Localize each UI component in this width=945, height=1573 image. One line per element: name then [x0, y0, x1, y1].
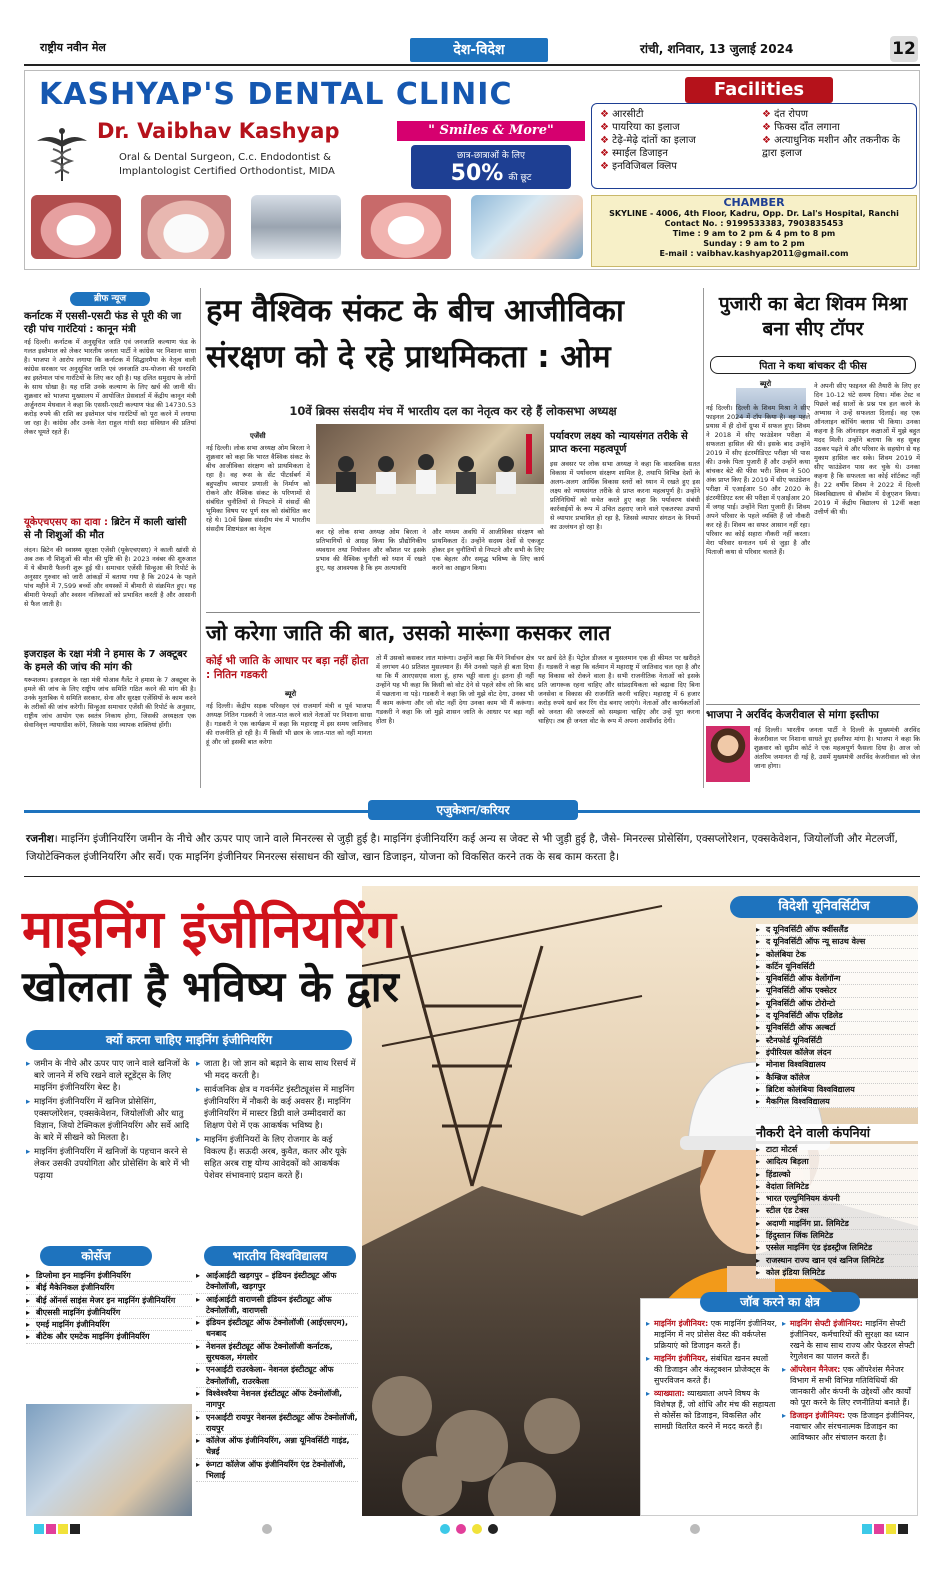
job-key: व्याख्याता: — [654, 1389, 685, 1398]
job-key: माइनिंग इंजीनियर: — [654, 1319, 709, 1328]
brief-body-1: नई दिल्ली। कर्नाटक में अनुसूचित जाति एवं जनजाति कल्याण फंड के गलत इस्तेमाल को लेकर भारतीय जनता पार्टी ने कांग्रेस पर निशाना साधा है। भाजपा ने आरोप लगाया कि कर्नाटक में सिद्धारमैया के नेतृत्व वाली कांग्रेस सरकार पर अनुसूचित जाति एवं जनजाति उप-योजना की धनराशि का इस्तेमाल पांच गारंटियों के लिए कर रही है। यह दलित समुदाय के लोगों के साथ धोखा है। यह राशि उनके कल्याण के लिए खर्च की जानी थी। शुक्रवार को भाजपा मुख्यालय में आयोजित प्रेसवार्ता में केंद्रीय कानून मंत्री अर्जुनराम मेघवाल ने कहा कि एससी-एसटी कल्याण फंड की 14730.53 करोड़ रुपये की राशि का इस्तेमाल पांच गारंटियों को पूरा करने में लगाया जा रहा है। कांग्रेस और उनके नेता राहुल गांधी सदा संविधान की प्रतियां लेकर घूमते रहते हैं। — [24, 338, 196, 436]
foreign-university: ▸ ब्रिटिश कोलंबिया विश्वविद्यालय — [756, 1084, 918, 1096]
company-item: ▸ अदाणी माइनिंग प्रा. लिमिटेड — [756, 1218, 918, 1230]
companies-list — [756, 1144, 918, 1279]
brief-headline-3: इजराइल के रक्षा मंत्री ने हमास के 7 अक्टूबर के हमले की जांच की मांग की — [24, 649, 187, 673]
registration-mark — [862, 1524, 872, 1534]
gadkari-headline: जो करेगा जाति की बात, उसको मारूंगा कसकर लात — [206, 621, 611, 645]
why-item: ▸ जाता है। जो ज्ञान को बढ़ाने के साथ साथ रिसर्च में भी मदद करती है। — [196, 1058, 356, 1082]
indian-university: ▸ आईआईटी खड़गपुर – इंडियन इंस्टीट्यूट ऑफ टेक्नोलॉजी, खड़गपुर — [196, 1270, 358, 1294]
foreign-university: ▸ कोलंबिया टेक — [756, 949, 918, 961]
registration-dot — [472, 1524, 482, 1534]
job-key: ऑपरेशन मैनेजर: — [790, 1365, 841, 1374]
students-photo — [26, 1404, 192, 1516]
intro-rule — [24, 876, 920, 877]
shivam-col2: ने अपनी सीए फाइनल की तैयारी के लिए हर दिन 10-12 घंटे समय दिया। मॉक टेस्ट व पिछले कई सालों के प्रश्न पत्र हल करने के अभ्यास ने उन्हें सफलता दिलाई। वह एक ऑनलाइन कोचिंग क्लास भी किया। उनका कहना है कि ऑनलाइन कक्षाओं में मुझे बहुत मदद मिली। उन्होंने बताया कि वह सुबह उठकर पढ़ते थे और परिवार के सहयोग से यह मुकाम हासिल कर सके। शिवम 2019 में सीए फाउंडेशन पास कर चुके थे। उनका कहना है कि सफलता का कोई शॉर्टकट नहीं है। 22 वर्षीय शिवम ने 2022 में दिल्ली विश्वविद्यालय से बीकॉम में ग्रेजुएशन किया। 2019 में केंद्रीय विद्यालय से 12वीं कक्षा उत्तीर्ण की थी। — [814, 382, 920, 516]
chamber-box — [591, 195, 917, 267]
foreign-university: ▸ यूनिवर्सिटी ऑफ वेलोंगॉन्ग — [756, 973, 918, 985]
registration-mark — [46, 1524, 56, 1534]
intro-text: । माइनिंग इंजीनियरिंग जमीन के नीचे और ऊपर पाए जाने वाले मिनरल्स से जुड़ी हुई है। माइनिंग इंजीनियरिंग कई अन्य स जेक्ट से भी जुड़ी हुई है, जैसे- मिनरल्स प्रोसेसिंग, एक्सप्लोरेशन, एक्सकेवेशन, जियोलॉजी और मेटलर्जी, जियोटेक्निकल इंजीनियरिंग और सर्वे। एक माइनिंग इंजीनियर मिनरल्स संसाधन की खोज, खान डिजाइन, योजना को विकसित करने तक के सब काम करता है। — [26, 833, 898, 863]
doctor-desc-line2: Implantologist Certified Orthodontist, MIDA — [119, 166, 335, 177]
job-key: माइनिंग इंजीनियर, — [654, 1354, 708, 1363]
job-item — [782, 1364, 916, 1408]
section-label: देश-विदेश — [410, 38, 548, 62]
why-right-list — [196, 1058, 356, 1184]
bjp-leader-photo — [706, 726, 750, 782]
page-number: 12 — [890, 36, 918, 62]
company-item: ▸ राजस्थान राज्य खान एवं खनिज लिमिटेड — [756, 1255, 918, 1267]
company-item: ▸ भारत एल्युमिनियम कंपनी — [756, 1193, 918, 1205]
facility-item: ❖ स्माईल डिजाइन — [600, 147, 760, 160]
job-left-list — [646, 1318, 778, 1434]
registration-mark — [34, 1524, 44, 1534]
why-item: ▸ जमीन के नीचे और ऊपर पाए जाने वाले खनिजों के बारे जानने में रुचि रखने वाले स्टूडेंट्स के लिए माइनिंग इंजीनियरिंग बेस्ट है। — [26, 1058, 192, 1094]
brief-body-3: यरूशलम। इजराइल के रक्षा मंत्री योआव गैलेंट ने हमास के 7 अक्टूबर के हमले की जांच के लिए राष्ट्रीय जांच समिति गठित करने की मांग की है। उनके मुताबिक ये समिति सरकार, सेना और सुरक्षा एजेंसियों के काम करने के तरीकों की जांच करेगी। सिन्हुआ समाचार एजेंसी की रिपोर्ट के अनुसार, राष्ट्रीय जांच आयोग एक स्वतंत्र निकाय होगा, जिसकी अध्यक्षता एक सेवानिवृत्त न्यायाधीश करेंगे, जिसके पास व्यापक शक्तियां होंगी। — [24, 676, 196, 729]
job-item — [646, 1388, 778, 1432]
gadkari-col2: तो मैं उसको कसकर लात मारूंगा। उन्होंने कहा कि मैंने निर्वाचन क्षेत्र में लगभग 40 प्रतिशत मुसलमान हैं। मैंने उनको पहले ही बता दिया था कि मैं आरएसएस वाला हूं, हाफ चड्ढी वाला हूं। इतना ही नहीं उन्होंने यह भी कहा कि किसी को वोट देने से पहले सोच लो कि बाद में पछताना ना पड़े। गडकरी ने कहा कि जो मुझे वोट देगा, उनका भी मैं काम करूंगा और जो वोट नहीं देगा उनका काम भी मैं करूंगा। गडकरी ने कहा कि जो मुझे शासन जाति के आधार पर बड़ा नहीं होता है। — [376, 654, 534, 725]
company-item: ▸ एस्सेल माइनिंग एंड इंडस्ट्रीज लिमिटेड — [756, 1242, 918, 1254]
caduceus-icon — [33, 127, 91, 183]
brief-headline-1: कर्नाटक में एससी-एसटी फंड से पूरी की जा रही पांच गारंटियां : कानून मंत्री — [24, 311, 182, 335]
courses-title: कोर्सेज — [40, 1246, 152, 1266]
column-rule — [703, 288, 704, 788]
education-title-1: माइनिंग इंजीनियरिंग — [22, 900, 396, 960]
doctor-desc-line1: Oral & Dental Surgeon, C.c. Endodontist & — [119, 152, 331, 163]
registration-dot — [488, 1524, 498, 1534]
facility-item: ❖ पायरिया का इलाज — [600, 121, 760, 134]
facility-item: ❖ इनविजिबल क्लिप — [600, 160, 760, 173]
lead-byline: एजेंसी — [250, 432, 266, 440]
foreign-university: ▸ इंपीरियल कॉलेज लंदन — [756, 1047, 918, 1059]
foreign-university: ▸ यूनिवर्सिटी ऑफ अल्बर्टा — [756, 1022, 918, 1034]
foreign-university: ▸ द यूनिवर्सिटी ऑफ क्वींसलैंड — [756, 924, 918, 936]
lead-box-title: पर्यावरण लक्ष्य को न्यायसंगत तरीके से प्राप्त करना महत्वपूर्ण — [550, 431, 688, 455]
facility-item: ❖ फिक्स दाँत लगाना — [762, 121, 912, 134]
tagline: " Smiles & More" — [397, 121, 585, 141]
registration-dot — [690, 1524, 700, 1534]
gadkari-byline: ब्यूरो — [285, 690, 297, 698]
courses-list — [26, 1270, 192, 1344]
facility-item: ❖ अत्याधुनिक मशीन और तकनीक के द्वारा इलाज — [762, 134, 912, 160]
discount-badge — [411, 145, 571, 189]
facility-item: ❖ दंत रोपण — [762, 108, 912, 121]
job-desc: व्याख्याता अपने विषय के विशेषज्ञ हैं, जो शोधि और मंच की सहायता से कोर्सेस को डिजाइन, विकसित और सामग्री वितरित करने में मदद करते हैं। — [654, 1389, 776, 1431]
registration-dot — [440, 1524, 450, 1534]
intro-author: रजनीश — [26, 833, 54, 845]
gadkari-subhead: कोई भी जाति के आधार पर बड़ा नहीं होता : नितिन गडकरी — [206, 655, 369, 681]
indian-university: ▸ विश्वेश्वरैया नेशनल इंस्टीट्यूट ऑफ टेक्नोलॉजी, नागपुर — [196, 1388, 358, 1412]
company-item: ▸ आदित्य बिड़ला — [756, 1156, 918, 1168]
companies-title: नौकरी देने वाली कंपनियां — [756, 1124, 918, 1141]
masthead-logo: राष्ट्रीय नवीन मेल — [40, 41, 106, 54]
chamber-time: Time : 9 am to 2 pm & 4 pm to 8 pm — [672, 229, 836, 238]
job-key: माइनिंग सेफ्टी इंजीनियर: — [790, 1319, 863, 1328]
course-item: ▸ एमई माइनिंग इंजीनियरिंग — [26, 1319, 192, 1331]
indian-universities-title: भारतीय विश्वविद्यालय — [204, 1246, 356, 1266]
why-item: ▸ माइनिंग इंजीनियरिंग में खनिज प्रोसेसिंग, एक्सप्लोरेशन, एक्सकेवेशन, जियोलॉजी और धातु विज्ञान, जियो टेक्निकल इंजीनियरिंग और सर्वे आदि के बारे में सीखने को मिलता है। — [26, 1096, 192, 1144]
job-item — [782, 1410, 916, 1443]
course-item: ▸ बीटेक और एमटेक माइनिंग इंजीनियरिंग — [26, 1331, 192, 1343]
why-item: ▸ माइनिंग इंजीनियरिंग में खनिजों के पहचान करने से लेकर उसकी उपयोगिता और प्रोसेसिंग के बारे में भी पढ़ाया — [26, 1146, 192, 1182]
chamber-contact: Contact No. : 9199533383, 7903835453 — [664, 219, 844, 228]
chamber-email: E-mail : vaibhav.kashyap2011@gmail.com — [659, 249, 849, 258]
discount-value: 50% — [450, 161, 504, 186]
lead-headline-1: हम वैश्विक संकट के बीच आजीविका — [206, 293, 624, 329]
why-item: ▸ सार्वजनिक क्षेत्र व गवर्नमेंट इंस्टीट्यूशंस में माइनिंग इंजीनियरिंग में नौकरी के कई अवसर हैं। माइनिंग इंजीनियरिंग में मास्टर डिग्री वाले उम्मीदवारों का शिक्षण पेशे में एक आकर्षक भविष्य है। — [196, 1084, 356, 1132]
course-item: ▸ डिप्लोमा इन माइनिंग इंजीनियरिंग — [26, 1270, 192, 1282]
facilities-left — [600, 108, 760, 173]
facility-item: ❖ टेढ़े-मेढ़े दांतों का इलाज — [600, 134, 760, 147]
indian-university: ▸ आईआईटी वाराणसी इंडियन इंस्टीट्यूट ऑफ टेक्नोलॉजी, वाराणसी — [196, 1294, 358, 1318]
dentist-photo — [471, 195, 583, 259]
course-item: ▸ बीई ऑनर्स साइंस मेजर इन माइनिंग इंजीनियरिंग — [26, 1295, 192, 1307]
foreign-university: ▸ मैकगिल विश्वविद्यालय — [756, 1096, 918, 1108]
clinic-name: KASHYAP'S DENTAL CLINIC — [39, 77, 513, 112]
job-item — [782, 1318, 916, 1362]
registration-mark — [886, 1524, 896, 1534]
course-item: ▸ बीएससी माइनिंग इंजीनियरिंग — [26, 1307, 192, 1319]
smile-photo — [361, 195, 451, 259]
registration-mark — [874, 1524, 884, 1534]
delegates-illustration — [316, 424, 544, 524]
column-rule — [200, 288, 201, 788]
discount-line: छात्र-छात्राओं के लिए — [456, 151, 526, 161]
why-item: ▸ माइनिंग इंजीनियरों के लिए रोजगार के कई विकल्प हैं। सऊदी अरब, कुवैत, कतर और यूके सहित अरब राष्ट्र योग्य आवेदकों को आकर्षक पेशेवर संभावनाएं प्रदान करते हैं। — [196, 1134, 356, 1182]
teeth-photo — [31, 195, 121, 259]
company-item: ▸ स्टील एंड टेक्स — [756, 1205, 918, 1217]
dateline: रांची, शनिवार, 13 जुलाई 2024 — [640, 42, 794, 56]
brief-headline-2 — [24, 516, 196, 542]
doctor-description — [119, 151, 379, 179]
indian-university: ▸ इंडियन इंस्टीट्यूट ऑफ टेक्नोलॉजी (आईएसएम), धनबाद — [196, 1317, 358, 1341]
foreign-universities-title: विदेशी यूनिवर्सिटीज — [730, 896, 918, 918]
facilities-right — [762, 108, 912, 160]
indian-university: ▸ एनआईटी राउरकेला- नेशनल इंस्टीट्यूट ऑफ टेक्नोलॉजी, राउरकेला — [196, 1364, 358, 1388]
lead-col2: कर रहे लोक सभा अध्यक्ष ओम बिरला ने प्रतिभागियों से आग्रह किया कि प्रौद्योगिकीय व्यवधान तथा नियोजन और कौशल पर इसके प्रभाव की वैश्विक चुनौती को ध्यान में रखते हुए, यह आवश्यक है कि हम अल्पावधि — [316, 528, 426, 572]
facilities-title: Facilities — [685, 77, 833, 103]
foreign-university: ▸ कर्टिन यूनिवर्सिटी — [756, 961, 918, 973]
registration-mark — [70, 1524, 80, 1534]
gadkari-col3: पर ख़र्च देते हैं। पेट्रोल डीजल व मुसलमान एक ही कीमत पर खरीदते हैं। गडकरी ने कहा कि वर्तमान में महाराष्ट्र में जातिवाद चल रहा है और यह विकास को रोकने वाला है। सभी राजनीतिक नेताओं को इसके प्रति जागरूक रहना चाहिए और सांप्रदायिकता को बढ़ावा दिए बिना जनसेवा व विकास की राजनीति करनी चाहिए। महाराष्ट्र में 6 हजार करोड़ रुपये खर्च कर रिंग रोड बनाए जाएंगे। नेताओं और कार्यकर्ताओं को जनता की जरूरतों को समझना चाहिए और उन्हें पूरा करना चाहिए। तब ही जनता वोट के रूप में अपना आशीर्वाद देगी। — [538, 654, 700, 725]
bjp-headline: भाजपा ने अरविंद केजरीवाल से मांगा इस्तीफा — [706, 709, 879, 721]
indian-university: ▸ एनआईटी रायपुर नेशनल इंस्टीट्यूट ऑफ टेक्नोलॉजी, रायपुर — [196, 1412, 358, 1436]
foreign-university: ▸ यूनिवर्सिटी ऑफ टोरोन्टो — [756, 998, 918, 1010]
registration-mark — [898, 1524, 908, 1534]
job-item — [646, 1353, 778, 1386]
why-title: क्यों करना चाहिए माइनिंग इंजीनियरिंग — [26, 1030, 352, 1050]
job-desc: एक माइनिंग इंजीनियर, माइनिंग में नए प्रोसेस वेस्ट की वर्कप्लेस प्रक्रियाएं को डिजाइन करते हैं। — [654, 1319, 778, 1350]
chamber-sunday: Sunday : 9 am to 2 pm — [703, 239, 805, 248]
shivam-col1: नई दिल्ली। दिल्ली के शिवम मिश्रा ने सीए फाइनल 2024 में टॉप किया है। वह पहले प्रयास में ही दोनों ग्रुप्स में सफल हुए। शिवम ने 2018 में सीए फाउंडेशन परीक्षा में सफलता हासिल की थी। इसके बाद उन्होंने 2019 में सीए इंटरमीडिएट परीक्षा भी पास की। उनके पिता पुजारी हैं और उन्होंने कथा बांचकर बेटे की फीस भरी। शिवम ने 500 अंक प्राप्त किए हैं। 2019 में सीए फाउंडेशन परीक्षा में एआईआर 50 और 2020 के इंटरमीडिएट स्तर की परीक्षा में एआईआर 20 में जगह पाई। उन्होंने पिता पुजारी हैं। शिवम अपने परिवार के पहले व्यक्ति हैं जो नौकरी कर रहे हैं। शिवम का सफर आसान नहीं रहा। परिवार का कोई सहारा नौकरी नहीं करता। मेरा परिवार सनातन धर्म से जुड़ा है और पिताजी कथा से परिवार चलाते हैं। — [706, 404, 810, 556]
foreign-university: ▸ यूनिवर्सिटी ऑफ एक्सेटर — [756, 985, 918, 997]
story-rule — [206, 612, 700, 613]
dental-clinic-ad — [24, 70, 920, 270]
shivam-headline: पुजारी का बेटा शिवम मिश्रा बना सीए टॉपर — [718, 293, 908, 340]
job-right-list — [782, 1318, 916, 1445]
job-desc: एक डिजाइन इंजीनियर, नवाचार और संरचनात्मक डिजाइन का आविष्कार और संचालन करता है। — [790, 1411, 915, 1442]
facilities-box — [591, 103, 917, 189]
foreign-university: ▸ कैम्ब्रिज कॉलेज — [756, 1072, 918, 1084]
education-title-2: खोलता है भविष्य के द्वार — [22, 962, 399, 1011]
job-desc: एक ऑपरेशंस मैनेजर विभाग में सभी विभिन्न गतिविधियों की जानकारी और कंपनी के उद्देश्यों और कार्यों को पूरा करने के लिए रणनीतियां बनाते हैं। — [790, 1365, 911, 1407]
lead-col3: और मध्यम अवधि में आजीविका संरक्षण को प्राथमिकता दें। उन्होंने सदस्य देशों से एकजुट होकर इन चुनौतियों से निपटने और सभी के लिए एक बेहतर और समृद्ध भविष्य के लिए कार्य करने का आह्वान किया। — [432, 528, 544, 572]
doctor-name: Dr. Vaibhav Kashyap — [97, 119, 340, 143]
brief-news-tag: ब्रीफ न्यूज — [70, 292, 150, 306]
lead-box-text: इस अवसर पर लोक सभा अध्यक्ष ने कहा कि वास्तविक सतत विकास में पर्यावरण संरक्षण शामिल है, तथापि विभिन्न देशों के अलग-अलग आर्थिक विकास स्तरों को ध्यान में रखते हुए इस लक्ष्य को न्यायसंगत तरीके से प्राप्त करना महत्वपूर्ण है। उन्होंने प्रतिनिधियों को सचेत करते हुए कहा कि पर्यावरण संबंधी कार्रवाईयों के रूप में उचित ठहराए जाने वाले एकतरफा उपायों से व्यापार प्रभावित हो रहा है, जिससे व्यापार संगठन के नियमों का उल्लंघन हो रहा है। — [550, 460, 700, 531]
foreign-university: ▸ स्टैनफोर्ड यूनिवर्सिटी — [756, 1035, 918, 1047]
implant-screw-photo — [251, 195, 341, 259]
foreign-universities-list — [756, 924, 918, 1108]
brief-headline-2-lead: यूकेएचएसए का दावा : — [24, 517, 108, 528]
foreign-university: ▸ द यूनिवर्सिटी ऑफ एडिलेड — [756, 1010, 918, 1022]
job-desc: माइनिंग सेफ्टी इंजीनियर, कर्मचारियों की सुरक्षा का ध्यान रखने के साथ साथ राज्य और फेडरल सेफ्टी रेगुलेशन का पालन करते हैं। — [790, 1319, 915, 1361]
brief-body-2: लंदन। ब्रिटेन की स्वास्थ्य सुरक्षा एजेंसी (यूकेएचएसए) ने काली खांसी से अब तक नौ शिशुओं की मौत की पुष्टि की है। 2023 नवंबर की शुरुआत में ये बीमारी फैलनी शुरू हुई थी। समाचार एजेंसी सिन्हुआ की रिपोर्ट के अनुसार गुरुवार को जारी आंकड़ों में बताया गया है कि 2024 के पहले पांच महीने में 7,599 बच्चों और वयस्कों में बीमारी से संक्रमित हुए। यह बीमारी फेफड़ों और श्वसन नलिकाओं को प्रभावित करती है और आसानी से फैल जाती है। — [24, 546, 196, 608]
lead-col1: नई दिल्ली। लोक सभा अध्यक्ष ओम बिरला ने शुक्रवार को कहा कि भारत वैश्विक संकट के बीच आजीविका संरक्षण को प्राथमिकता दे रहा है। वह रूस के सेंट पीटर्सबर्ग में बहुपक्षीय व्यापार प्रणाली के निर्माण को रोकने और वैश्विक संकट के परिणामों से संबंधित चुनौतियों से निपटने में संसदों की भूमिका विषय पर पूर्ण सत्र को संबोधित कर रहे थे। 10वें ब्रिक्स संसदीय मंच में भारतीय संसदीय शिष्टमंडल का नेतृत्व — [206, 444, 310, 533]
gadkari-col1: नई दिल्ली। केंद्रीय सड़क परिवहन एवं राजमार्ग मंत्री व पूर्व भाजपा अध्यक्ष नितिन गडकरी ने जात-पात करने वाले नेताओं पर निशाना साधा है। गडकरी ने एक कार्यक्रम में कहा कि महाराष्ट्र में इस समय जातिवाद की राजनीति हो रही है। मैं किसी भी छात्र के जात-पात को नहीं मानता हूं और जो इसकी बात करेगा — [206, 702, 372, 746]
lead-subhead: 10वें ब्रिक्स संसदीय मंच में भारतीय दल का नेतृत्व कर रहे हैं लोकसभा अध्यक्ष — [289, 404, 617, 418]
job-areas-title: जॉब करने का क्षेत्र — [700, 1292, 860, 1312]
company-item: ▸ हिंदुस्तान जिंक लिमिटेड — [756, 1230, 918, 1242]
story-rule — [706, 704, 920, 705]
lead-photo — [316, 424, 544, 524]
company-item: ▸ हिंडाल्को — [756, 1169, 918, 1181]
registration-mark — [58, 1524, 68, 1534]
bjp-text: नई दिल्ली। भारतीय जनता पार्टी ने दिल्ली के मुख्यमंत्री अरविंद केजरीवाल पर निशाना साधते हुए इस्तीफा मांगा है। भाजपा ने कहा कि शुक्रवार को सुप्रीम कोर्ट ने एक महत्वपूर्ण फैसला दिया है। आज जो अंतरिम जमानत दी गई है, उसमें मुख्यमंत्री अरविंद केजरीवाल को जेल जाना होगा। — [754, 726, 920, 770]
indian-university: ▸ नेशनल इंस्टीट्यूट ऑफ टेक्नोलॉजी कर्नाटक, सुरथकल, मंगलोर — [196, 1341, 358, 1365]
header-rule — [24, 64, 920, 66]
job-key: डिजाइन इंजीनियर: — [790, 1411, 846, 1420]
education-tag: एजुकेशन/करियर — [368, 800, 578, 820]
shivam-byline: ब्यूरो — [760, 380, 772, 388]
education-intro — [26, 830, 918, 866]
brief-headline-2-rest: ब्रिटेन में काली खांसी से नौ शिशुओं की मौत — [24, 517, 187, 541]
shivam-subhead: पिता ने कथा बांचकर दी फीस — [710, 356, 916, 374]
registration-dot — [262, 1524, 272, 1534]
discount-suffix: की छूट — [508, 173, 532, 183]
course-item: ▸ बीई मैकेनिकल इंजीनियरिंग — [26, 1282, 192, 1294]
indian-universities-list — [196, 1270, 358, 1482]
indian-university: ▸ रूंगटा कॉलेज ऑफ इंजीनियरिंग एंड टेक्नोलॉजी, भिलाई — [196, 1459, 358, 1483]
company-item: ▸ कोल इंडिया लिमिटेड — [756, 1267, 918, 1279]
indian-university: ▸ कॉलेज ऑफ इंजीनियरिंग, अन्ना यूनिवर्सिटी गाइंड, चेन्नई — [196, 1435, 358, 1459]
foreign-university: ▸ मोनाश विश्वविद्यालय — [756, 1059, 918, 1071]
chamber-address: SKYLINE - 4006, 4th Floor, Kadru, Opp. Dr. Lal's Hospital, Ranchi — [609, 209, 899, 218]
foreign-university: ▸ द यूनिवर्सिटी ऑफ न्यू साउथ वेल्स — [756, 936, 918, 948]
chamber-title: CHAMBER — [723, 196, 785, 209]
registration-dot — [456, 1524, 466, 1534]
facility-item: ❖ आरसीटी — [600, 108, 760, 121]
implant-photo — [141, 195, 231, 259]
job-item — [646, 1318, 778, 1351]
company-item: ▸ टाटा मोटर्स — [756, 1144, 918, 1156]
job-desc: संबंधित खनन स्थलों की डिजाइन और कंस्ट्रक्शन प्रोजेक्ट्स के सुपरविजन करते हैं। — [654, 1354, 770, 1385]
why-left-list — [26, 1058, 192, 1184]
company-item: ▸ वेदांता लिमिटेड — [756, 1181, 918, 1193]
lead-headline-2: संरक्षण को दे रहे प्राथमिकता : ओम — [206, 339, 611, 375]
